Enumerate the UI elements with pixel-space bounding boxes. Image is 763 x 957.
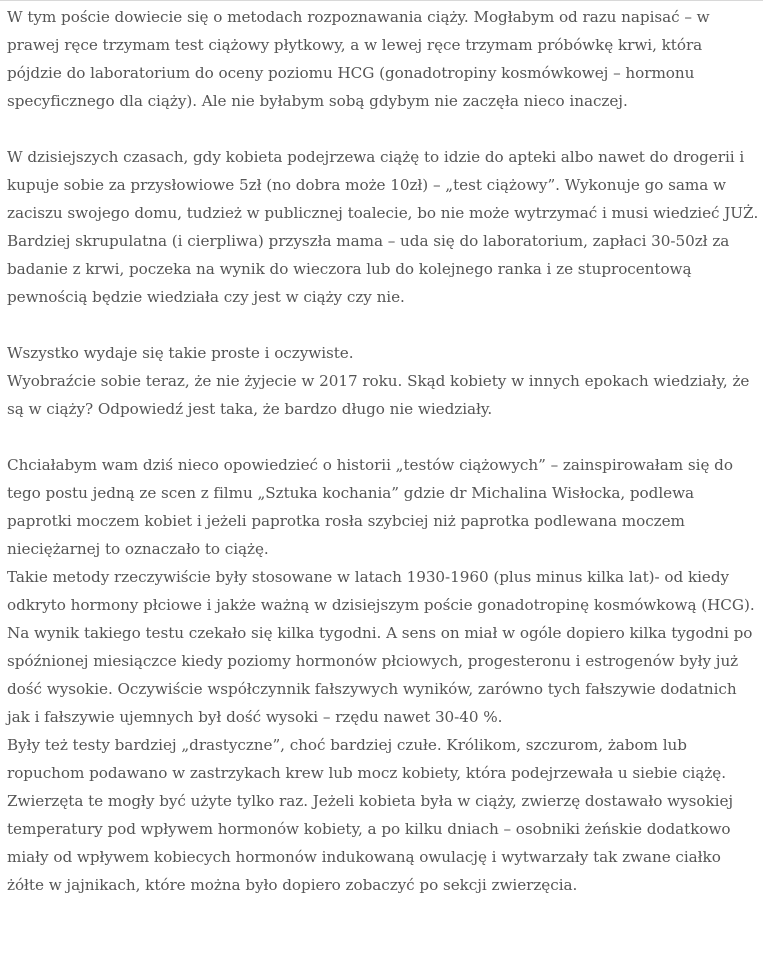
paragraph-pharmacy-test: W dzisiejszych czasach, gdy kobieta podejrzewa ciążę to idzie do apteki albo nawet do drogerii i kupuje sobie za przysłowiowe 5zł (no dobra może 10zł) – „test ciążowy”. Wykonuje go sama w zaciszu swojego domu, tudzież w publicznej toalecie, bo nie może wytrzymać i musi wiedzieć JUŻ. [7,148,759,222]
paragraph-history: Chciałabym wam dziś nieco opowiedzieć o historii „testów ciążowych” – zainspirowałam się do tego postu jedną ze scen z filmu „Sztuka kochania” gdzie dr Michalina Wisłocka, podlewa paprotki moczem kobiet i jeżeli paprotka rosła szybciej niż paprotka podlewana moczem nieciężarnej to oznaczało to ciążę. [7,456,733,558]
article-body [7,3,759,899]
top-divider [0,0,763,1]
paragraph-gap [7,311,759,339]
paragraph-methods-1930: Takie metody rzeczywiście były stosowane w latach 1930-1960 (plus minus kilka lat)- od kiedy odkryto hormony płciowe i jakże ważną w dzisiejszym poście gonadotropinę kosmówkową (HCG). Na wynik takiego testu czekało się kilka tygodni. A sens on miał w ogóle dopiero kilka tygodni po spóźnionej miesiączce kiedy poziomy hormonów płciowych, progesteronu i estrogenów były już dość wysokie. Oczywiście współczynnik fałszywych wyników, zarówno tych fałszywie dodatnich jak i fałszywie ujemnych był dość wysoki – rzędu nawet 30-40 %. [7,568,755,726]
paragraph-gap [7,423,759,451]
paragraph-gap [7,115,759,143]
paragraph-other-epochs: Wyobraźcie sobie teraz, że nie żyjecie w 2017 roku. Skąd kobiety w innych epokach wiedziały, że są w ciąży? Odpowiedź jest taka, że bardzo długo nie wiedziały. [7,372,750,418]
paragraph-simple: Wszystko wydaje się takie proste i oczywiste. [7,344,354,362]
paragraph-animal-tests: Były też testy bardziej „drastyczne”, choć bardziej czułe. Królikom, szczurom, żabom lub ropuchom podawano w zastrzykach krew lub mocz kobiety, która podejrzewała u siebie ciążę. Zwierzęta te mogły być użyte tylko raz. Jeżeli kobieta była w ciąży, zwierzę dostawało wysokiej temperatury pod wpływem hormonów kobiety, a po kilku dniach – osobniki żeńskie dodatkowo miały od wpływem kobiecych hormonów indukowaną owulację i wytwarzały tak zwane ciałko żółte w jajnikach, które można było dopiero zobaczyć po sekcji zwierzęcia. [7,736,734,894]
paragraph-intro: W tym poście dowiecie się o metodach rozpoznawania ciąży. Mogłabym od razu napisać – w prawej ręce trzymam test ciążowy płytkowy, a w lewej ręce trzymam próbówkę krwi, która pójdzie do laboratorium do oceny poziomu HCG (gonadotropiny kosmówkowej – hormonu specyficznego dla ciąży). Ale nie byłabym sobą gdybym nie zaczęła nieco inaczej. [7,8,710,110]
paragraph-lab-test: Bardziej skrupulatna (i cierpliwa) przyszła mama – uda się do laboratorium, zapłaci 30-50zł za badanie z krwi, poczeka na wynik do wieczora lub do kolejnego ranka i ze stuprocentową pewnością będzie wiedziała czy jest w ciąży czy nie. [7,232,730,306]
